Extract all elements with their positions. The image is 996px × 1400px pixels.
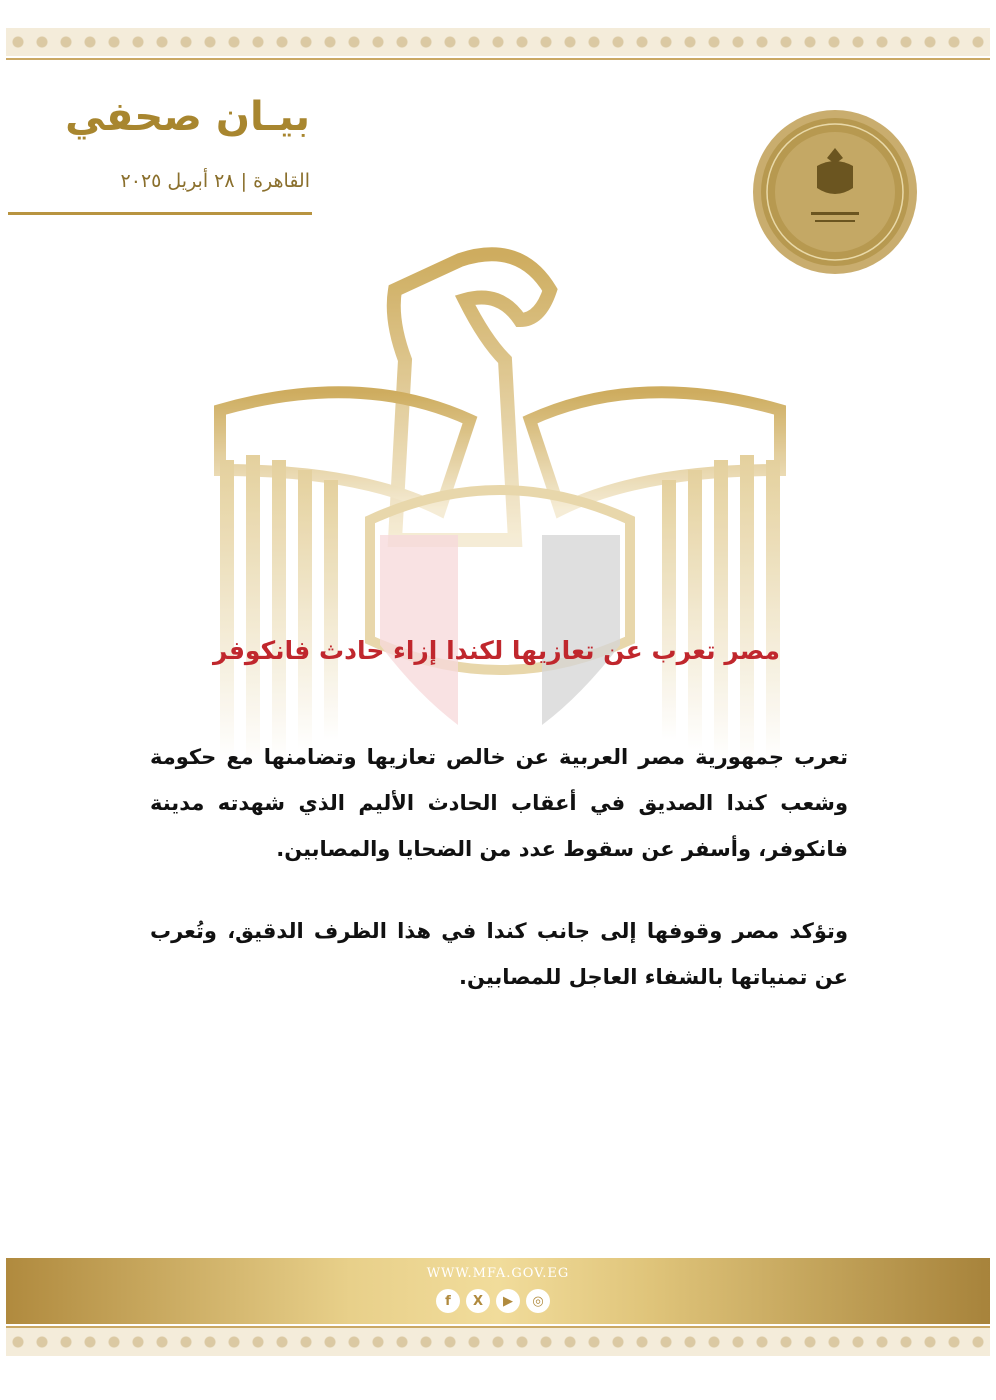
social-icons (436, 1289, 550, 1313)
page-title: بيـان صحفي (65, 94, 310, 140)
facebook-icon[interactable]: f (436, 1289, 460, 1313)
youtube-icon[interactable]: ▶ (496, 1289, 520, 1313)
body-paragraph-1: تعرب جمهورية مصر العربية عن خالص تعازيها وتضامنها مع حكومة وشعب كندا الصديق في أعقاب الحادث الأليم الذي شهدته مدينة فانكوفر، وأسفر عن سقوط عدد من الضحايا والمصابين. (150, 745, 848, 861)
header-rule (8, 212, 312, 215)
top-ornament-border (6, 28, 990, 56)
headline: مصر تعرب عن تعازيها لكندا إزاء حادث فانكوفر (213, 636, 780, 665)
body-paragraph-2: وتؤكد مصر وقوفها إلى جانب كندا في هذا الظرف الدقيق، وتُعرب عن تمنياتها بالشفاء العاجل للمصابين. (150, 919, 848, 989)
website-link[interactable]: WWW.MFA.GOV.EG (426, 1266, 570, 1281)
bottom-ornament-border (6, 1328, 990, 1356)
top-border-line (6, 58, 990, 60)
x-icon[interactable]: X (466, 1289, 490, 1313)
instagram-icon[interactable]: ◎ (526, 1289, 550, 1313)
dateline: القاهرة | ٢٨ أبريل ٢٠٢٥ (120, 170, 310, 192)
